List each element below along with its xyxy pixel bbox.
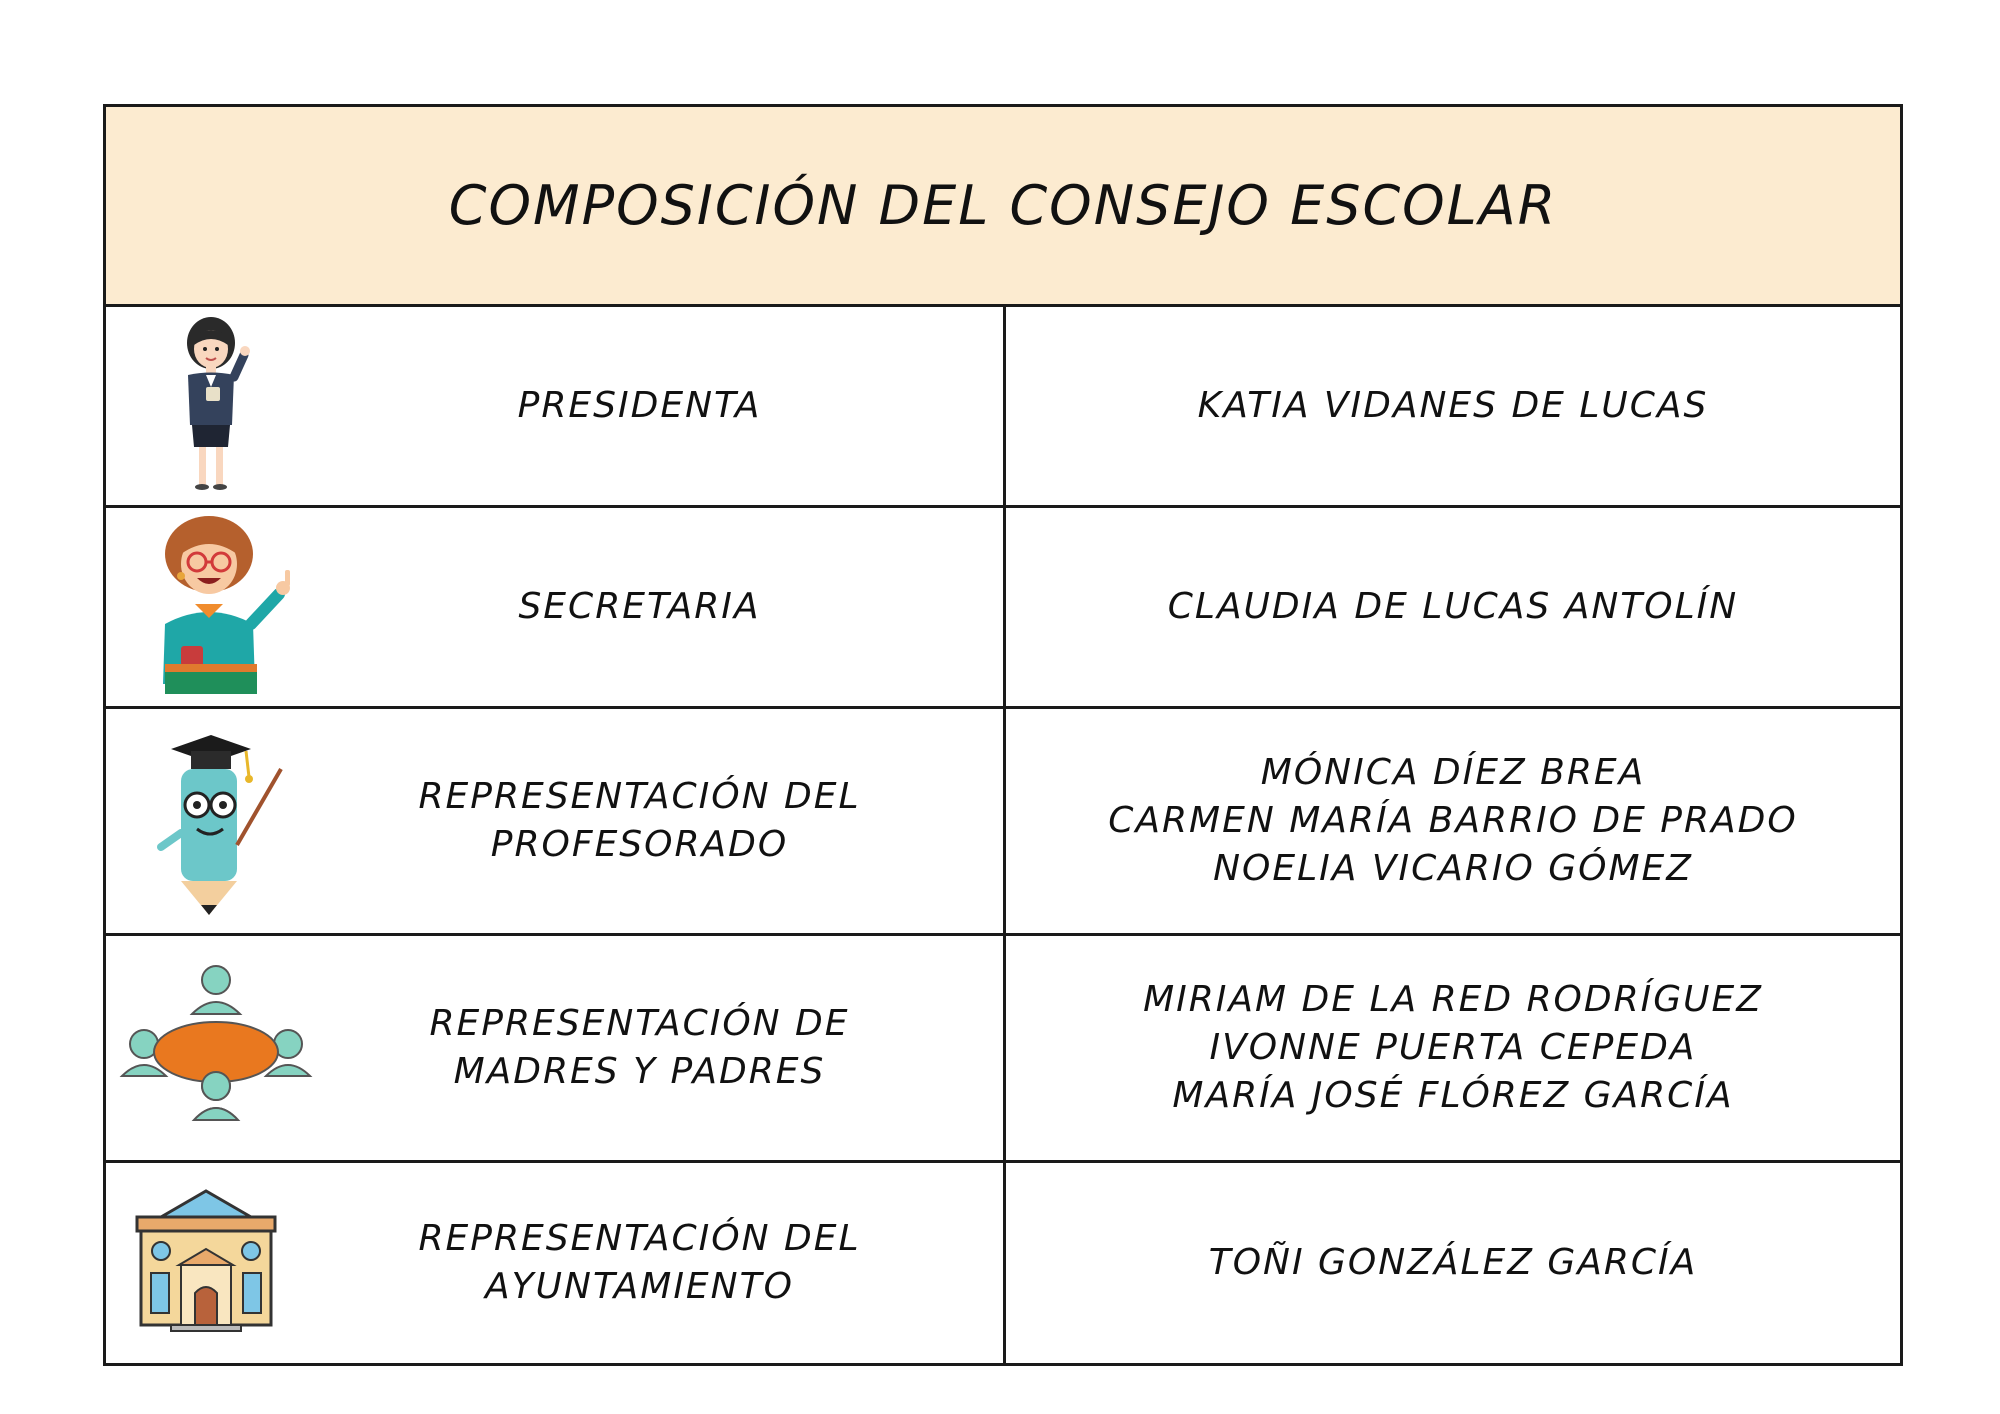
table-row [106, 307, 1900, 508]
woman-presenter-icon [166, 315, 256, 495]
member-name: CLAUDIA DE LUCAS ANTOLÍN [1167, 586, 1739, 627]
member-name: KATIA VIDANES DE LUCAS [1197, 385, 1709, 426]
council-table [103, 104, 1903, 1366]
table-row [106, 1163, 1900, 1363]
names-cell [1006, 936, 1900, 1160]
teacher-pointing-icon [151, 514, 301, 700]
role-label [296, 936, 983, 1160]
role-line: AYUNTAMIENTO [485, 1266, 794, 1307]
graduate-pencil-icon [141, 733, 291, 917]
role-cell [106, 508, 1006, 706]
role-line: MADRES Y PADRES [453, 1051, 826, 1092]
role-line: PROFESORADO [490, 824, 789, 865]
table-row [106, 508, 1900, 709]
names-cell [1006, 307, 1900, 505]
role-cell [106, 709, 1006, 933]
member-name: MIRIAM DE LA RED RODRÍGUEZ [1143, 979, 1763, 1020]
role-line: REPRESENTACIÓN DEL [418, 776, 861, 817]
role-line: PRESIDENTA [517, 385, 762, 426]
names-cell [1006, 508, 1900, 706]
role-label [296, 307, 983, 505]
member-name: MARÍA JOSÉ FLÓREZ GARCÍA [1172, 1075, 1734, 1116]
title-row [106, 107, 1900, 307]
names-cell [1006, 1163, 1900, 1363]
role-cell [106, 307, 1006, 505]
member-name: CARMEN MARÍA BARRIO DE PRADO [1108, 800, 1798, 841]
role-line: REPRESENTACIÓN DE [429, 1003, 850, 1044]
role-cell [106, 1163, 1006, 1363]
table-row [106, 936, 1900, 1163]
names-cell [1006, 709, 1900, 933]
member-name: IVONNE PUERTA CEPEDA [1209, 1027, 1697, 1068]
member-name: MÓNICA DÍEZ BREA [1260, 752, 1646, 793]
role-line: REPRESENTACIÓN DEL [418, 1218, 861, 1259]
member-name: NOELIA VICARIO GÓMEZ [1213, 848, 1693, 889]
role-line: SECRETARIA [518, 586, 761, 627]
role-cell [106, 936, 1006, 1160]
table-row [106, 709, 1900, 936]
town-hall-icon [131, 1189, 281, 1339]
role-label [296, 709, 983, 933]
member-name: TOÑI GONZÁLEZ GARCÍA [1208, 1242, 1698, 1283]
role-label [296, 1163, 983, 1363]
meeting-table-icon [118, 962, 314, 1138]
page-title: COMPOSICIÓN DEL CONSEJO ESCOLAR [448, 174, 1558, 237]
role-label [296, 508, 983, 706]
